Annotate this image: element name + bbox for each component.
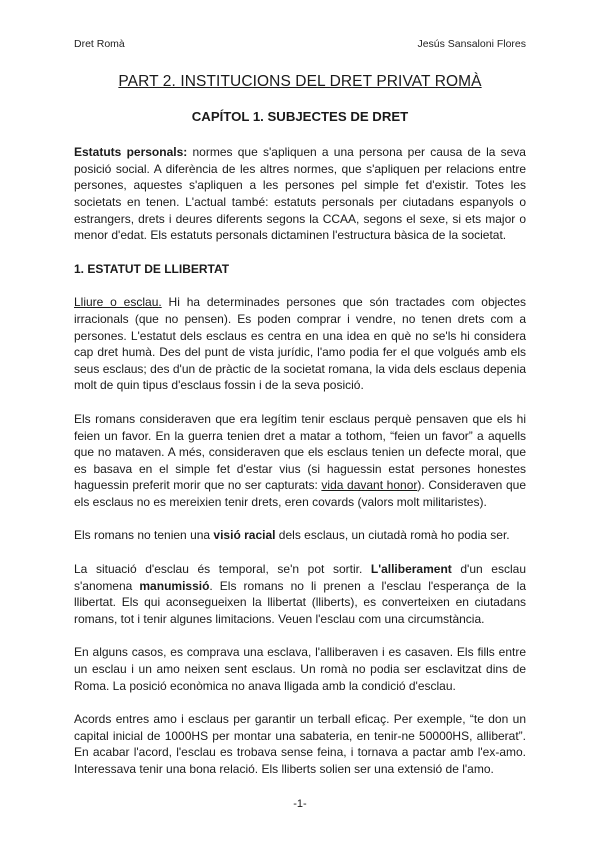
paragraph-4-text-a: La situació d'esclau és temporal, se'n pot sortir. <box>74 562 371 577</box>
paragraph-5: En alguns casos, es comprava una esclava, l'alliberaven i es casaven. Els fills entre un esclau i un amo neixen sent esclaus. Un romà no podia ser esclavitzat dins de Roma. La posició econòmica no anava lligada amb la condició d'esclau. <box>74 645 526 693</box>
paragraph-3-text-a: Els romans no tenien una <box>74 528 214 543</box>
part-title: PART 2. INSTITUCIONS DEL DRET PRIVAT ROMÀ <box>118 73 482 90</box>
paragraph-4-bold-2: manumissió <box>139 578 210 593</box>
paragraph-1-text: Hi ha determinades persones que són tractades com objectes irracionals (que no pensen). Es poden comprar i vendre, no tenen drets com a persones. L'estatut dels esclaus es centra en una idea en què no se'ls hi considera cap dret humà. Des del punt de vista jurídic, l'amo podia fer el que volgués amb els seus esclaus; des d'un de pràctic de la societat romana, la vida dels esclaus depenia molt de quin tipus d'esclaus fossin i de la seva posició. <box>74 295 526 393</box>
page-number: -1- <box>293 798 307 810</box>
paragraph-4-text-c: . Els romans no li prenen a l'esclau l'esperança de la llibertat. Els qui aconsegueixen la llibertat (lliberts), es converteixen en ciutadans romans, tot i tenir algunes limitacions. Veuen l'esclau com una circumstància. <box>74 578 526 626</box>
intro-term: Estatuts personals: <box>74 145 188 160</box>
paragraph-1 <box>74 294 526 394</box>
chapter-title: CAPÍTOL 1. SUBJECTES DE DRET <box>191 108 409 124</box>
page-content <box>74 74 526 778</box>
paragraph-3-bold: visió racial <box>213 528 276 543</box>
intro-text: normes que s'apliquen a una persona per causa de la seva posició social. A diferència de les altres normes, que s'apliquen per relacions entre persones, aquestes s'apliquen a les persones pel simple fet d'existir. Totes les societats en tenen. L'actual també: estatuts personals per ciutadans espanyols o estrangers, drets i deures diferents segons la CCAA, segons el sexe, si ets major o menor d'edat. Els estatuts personals dictaminen l'estructura bàsica de la societat. <box>74 145 526 243</box>
page-header <box>74 36 526 53</box>
paragraph-3 <box>74 527 526 544</box>
paragraph-2-underlined: vida davant honor <box>321 478 418 493</box>
paragraph-2-text-a: Els romans consideraven que era legítim tenir esclaus perquè pensaven que els hi feien un favor. En la guerra tenien dret a matar a tothom, “feien un favor” a aquells que no mataven. A més, consideraven que els esclaus tenien un defecte moral, que es basava en el simple fet d'estar vius (si haguessin estat persones honestes haguessin preferit morir que no ser capturats: <box>74 411 526 493</box>
paragraph-4 <box>74 561 526 627</box>
paragraph-1-term: Lliure o esclau. <box>74 295 162 310</box>
paragraph-4-bold-1: L'alliberament <box>370 562 452 577</box>
section-title: 1. ESTATUT DE LLIBERTAT <box>74 261 230 276</box>
paragraph-6: Acords entres amo i esclaus per garantir un terball eficaç. Per exemple, “te don un capital inicial de 1000HS per montar una sabateria, en tenir-ne 50000HS, alliberat”. En acabar l'acord, l'esclau es trobava sense feina, i tornava a pactar amb l'ex-amo. Interessava tenir una bona relació. Els lliberts solien ser una extensió de l'amo. <box>74 712 526 776</box>
header-author: Jesús Sansaloni Flores <box>417 38 526 50</box>
paragraph-2 <box>74 411 526 511</box>
paragraph-4-text-b: d'un esclau s'anomena <box>74 562 526 593</box>
header-course: Dret Romà <box>74 38 125 50</box>
paragraph-3-text-b: dels esclaus, un ciutadà romà ho podia ser. <box>275 528 510 543</box>
intro-paragraph <box>74 144 526 244</box>
paragraph-2-text-b: ). Consideraven que els esclaus no es mereixien tenir drets, eren covards (valors molt militaristes). <box>74 478 526 509</box>
